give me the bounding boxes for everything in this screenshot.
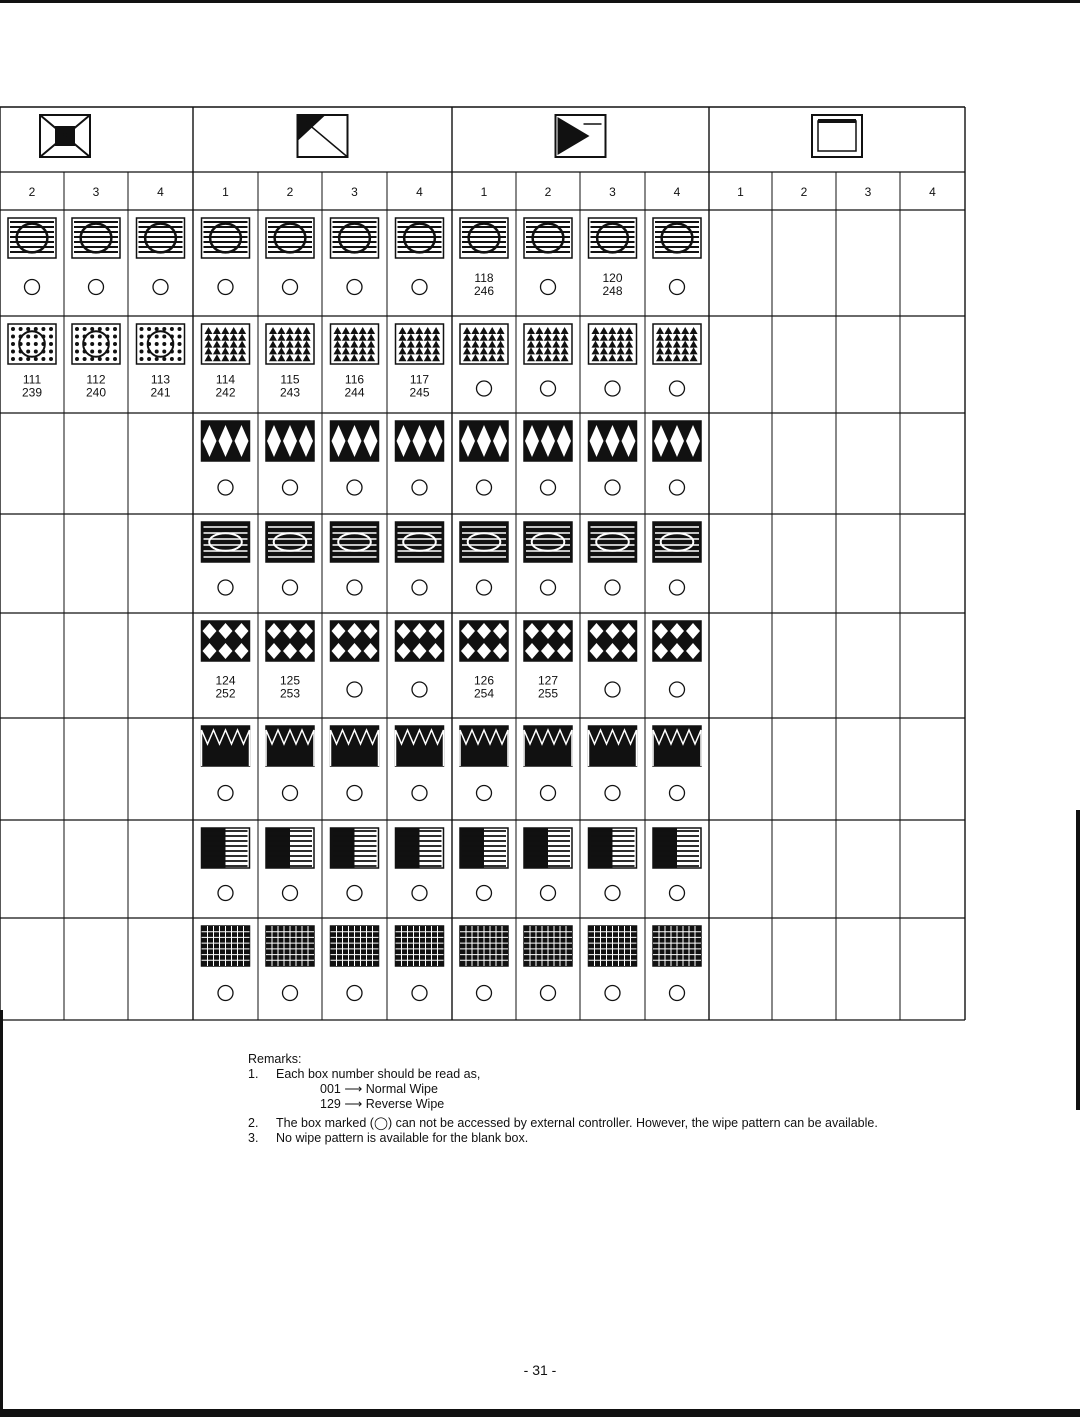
not-accessible-mark [605,381,620,396]
not-accessible-mark [477,480,492,495]
not-accessible-mark [153,280,168,295]
column-number: 4 [416,185,423,199]
not-accessible-mark [412,682,427,697]
not-accessible-mark [283,480,298,495]
not-accessible-mark [541,786,556,801]
box-number: 240 [85,385,107,400]
pattern-cell [396,218,444,295]
remarks-heading: Remarks: [248,1052,302,1066]
pattern-cell [589,522,637,595]
pattern-cell [8,324,56,400]
not-accessible-mark [605,580,620,595]
box-number: 118 [474,271,494,285]
pattern-cell [202,522,250,595]
pattern-cell [524,828,572,901]
column-number: 1 [222,185,229,199]
not-accessible-mark [670,381,685,396]
box-number: 120 [602,271,623,285]
pattern-cell [524,926,572,1001]
pattern-cell [589,218,637,298]
not-accessible-mark [541,580,556,595]
pattern-cell [331,522,379,595]
not-accessible-mark [412,280,427,295]
not-accessible-mark [541,381,556,396]
not-accessible-mark [670,580,685,595]
pattern-cell [524,421,572,495]
not-accessible-mark [347,986,362,1001]
not-accessible-mark [541,280,556,295]
pattern-cell [653,926,701,1001]
pattern-cell [202,828,250,901]
pattern-cell [589,828,637,901]
remark-item-2 [248,1116,1008,1131]
not-accessible-mark [412,786,427,801]
box-number: 124 [215,673,236,688]
remarks-section [248,1052,1008,1146]
not-accessible-mark [477,381,492,396]
pattern-cell [589,926,637,1001]
pattern-cell [460,926,508,1001]
pattern-cell [331,324,379,400]
remark-3-number: 3. [248,1131,259,1145]
not-accessible-mark [541,986,556,1001]
not-accessible-mark [477,786,492,801]
pattern-cell [589,621,637,697]
pattern-cell [524,324,572,396]
pattern-cell [589,726,637,801]
pattern-cell [266,726,314,801]
remark-1-line-001 [248,1082,1008,1097]
not-accessible-mark [605,986,620,1001]
box-number: 254 [473,686,495,701]
remark-1-number: 1. [248,1067,259,1081]
pattern-cell [460,421,508,495]
pattern-cell [653,621,701,697]
column-number: 1 [737,185,744,199]
box-number: 112 [86,372,106,387]
corner-wipe-icon [298,115,348,157]
pattern-cell [653,218,701,295]
pattern-cell [653,421,701,495]
pattern-cell [589,421,637,495]
not-accessible-mark [218,986,233,1001]
not-accessible-mark [347,280,362,295]
column-number: 3 [351,185,358,199]
box-number: 244 [344,385,365,400]
not-accessible-mark [412,580,427,595]
pattern-cell [202,726,250,801]
column-number: 1 [480,185,488,199]
pattern-cell [202,621,250,701]
box-number: 114 [215,372,236,387]
reverse-wipe-line: 129 ⟶ Reverse Wipe [320,1097,445,1111]
not-accessible-mark [670,886,685,901]
pattern-cell [331,621,379,697]
not-accessible-mark [670,786,685,801]
box-number: 239 [21,385,43,400]
not-accessible-mark [477,886,492,901]
right-arrow-wipe-icon [556,115,606,157]
box-center-wipe-icon [40,115,90,157]
pattern-cell [460,324,508,396]
not-accessible-mark [347,886,362,901]
pattern-cell [653,828,701,901]
not-accessible-mark [605,786,620,801]
pattern-cell [72,324,120,400]
column-number: 3 [92,185,100,199]
not-accessible-mark [347,580,362,595]
pattern-cell [396,324,444,400]
not-accessible-mark [412,886,427,901]
pattern-cell [266,621,314,701]
pattern-cell [202,218,250,295]
scan-edge-right [1076,810,1080,1110]
not-accessible-mark [283,886,298,901]
column-number: 3 [609,185,616,199]
box-number: 245 [409,385,430,400]
not-accessible-mark [218,886,233,901]
pattern-cell [331,926,379,1001]
scan-edge-bottom [0,1409,1080,1417]
not-accessible-mark [283,280,298,295]
pattern-cell [524,726,572,801]
pattern-cell [396,421,444,495]
not-accessible-mark [347,786,362,801]
pattern-cell [331,828,379,901]
pattern-cell [396,726,444,801]
not-accessible-mark [605,682,620,697]
pattern-cell [202,324,250,400]
pattern-cell [331,726,379,801]
pattern-cell [396,621,444,697]
pattern-cell [396,522,444,595]
pattern-cell [524,522,572,595]
column-number: 4 [157,185,164,199]
box-number: 248 [602,284,623,298]
pattern-cell [460,522,508,595]
column-number: 2 [28,185,36,199]
not-accessible-mark [89,280,104,295]
pattern-cell [202,926,250,1001]
pattern-cell [266,324,314,400]
pattern-cell [331,218,379,295]
box-number: 252 [215,686,236,701]
not-accessible-mark [541,886,556,901]
not-accessible-mark [670,682,685,697]
box-number: 243 [279,385,301,400]
box-number: 241 [150,385,171,400]
box-number: 126 [473,673,495,688]
remark-1-text: Each box number should be read as, [276,1067,481,1081]
pattern-cell [653,324,701,396]
pattern-cell [266,926,314,1001]
box-number: 255 [537,686,559,701]
pattern-cell [396,926,444,1001]
normal-wipe-line: 001 ⟶ Normal Wipe [320,1082,438,1096]
not-accessible-mark [670,280,685,295]
pattern-cell [266,828,314,901]
pattern-cell [137,218,185,295]
not-accessible-mark [218,480,233,495]
not-accessible-mark [477,580,492,595]
column-number: 2 [800,185,808,199]
not-accessible-mark [283,786,298,801]
not-accessible-mark [412,986,427,1001]
pattern-cell [266,522,314,595]
pattern-cell [653,522,701,595]
pattern-cell [524,621,572,701]
box-number: 127 [537,673,559,688]
pattern-cell [72,218,120,295]
not-accessible-mark [283,580,298,595]
not-accessible-mark [605,886,620,901]
not-accessible-mark [477,986,492,1001]
remark-item-1 [248,1067,1008,1082]
column-number: 2 [544,185,552,199]
box-number: 116 [344,372,365,387]
not-accessible-mark [541,480,556,495]
pattern-cell [524,218,572,295]
pattern-cell [202,421,250,495]
column-number: 3 [864,185,872,199]
not-accessible-mark [218,786,233,801]
scan-edge-left [0,1010,3,1410]
not-accessible-mark [412,480,427,495]
not-accessible-mark [347,682,362,697]
remark-3-text: No wipe pattern is available for the blank box. [276,1131,529,1145]
page-number: - 31 - [523,1362,557,1378]
remark-item-3 [248,1131,1008,1146]
pattern-cell [460,218,508,298]
not-accessible-mark [218,580,233,595]
box-number: 117 [409,372,430,387]
pattern-cell [460,828,508,901]
pattern-cell [460,621,508,701]
pattern-cell [331,421,379,495]
remark-2-number: 2. [248,1116,259,1130]
box-number: 125 [279,673,301,688]
pattern-cell [396,828,444,901]
frame-wipe-icon [812,115,862,157]
column-number: 2 [286,185,294,199]
not-accessible-mark [283,986,298,1001]
not-accessible-mark [25,280,40,295]
not-accessible-mark [218,280,233,295]
column-number: 4 [929,185,936,199]
box-number: 246 [473,284,495,298]
pattern-cell [266,421,314,495]
not-accessible-mark [605,480,620,495]
box-number: 111 [22,372,42,387]
pattern-cell [589,324,637,396]
column-number: 4 [673,185,681,199]
pattern-cell [8,218,56,295]
pattern-cell [137,324,185,400]
pattern-cell [266,218,314,295]
box-number: 113 [150,372,171,387]
pattern-cell [460,726,508,801]
box-number: 242 [215,385,236,400]
not-accessible-mark [670,986,685,1001]
not-accessible-mark [347,480,362,495]
not-accessible-mark [670,480,685,495]
box-number: 253 [279,686,301,701]
remark-2-text: The box marked (◯) can not be accessed by external controller. However, the wipe pattern can be available. [276,1116,878,1130]
remark-1-line-129 [248,1097,1008,1112]
pattern-cell [653,726,701,801]
box-number: 115 [280,372,300,387]
